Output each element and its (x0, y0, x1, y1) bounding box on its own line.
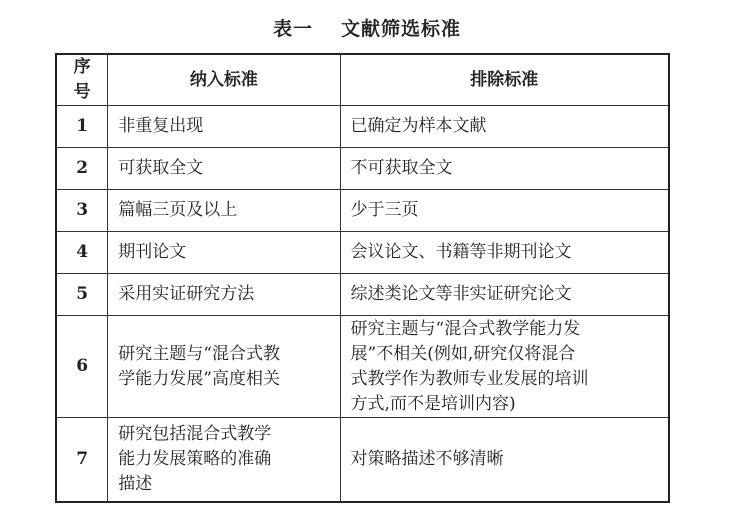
table-row (56, 190, 669, 232)
row-number: 1 (56, 106, 108, 148)
table-row (56, 316, 669, 418)
header-exclude: 排除标准 (340, 54, 669, 106)
table-number: 表一 (272, 18, 313, 40)
table-row (56, 106, 669, 148)
header-include: 纳入标准 (108, 54, 340, 106)
include-text-line: 篇幅三页及以上 (118, 200, 238, 220)
exclude-text-line: 不可获取全文 (350, 158, 453, 178)
row-number: 4 (56, 232, 108, 274)
include-criterion (108, 148, 340, 190)
exclude-criterion (340, 106, 669, 148)
exclude-text-line: 研究主题与“混合式教学能力发 (350, 318, 581, 339)
header-number: 序号 (56, 54, 108, 106)
exclude-criterion (340, 274, 669, 316)
include-criterion (108, 106, 340, 148)
exclude-criterion (340, 148, 669, 190)
table-caption (0, 14, 734, 41)
exclude-criterion (340, 418, 669, 502)
include-text-line: 学能力发展”高度相关 (118, 368, 280, 389)
include-text-line: 研究主题与“混合式教 (118, 343, 280, 364)
include-criterion (108, 316, 340, 418)
row-number: 5 (56, 274, 108, 316)
exclude-text-line: 少于三页 (350, 200, 419, 220)
header-row (56, 54, 669, 106)
exclude-criterion (340, 190, 669, 232)
exclude-text-line: 对策略描述不够清晰 (350, 448, 504, 469)
table-row (56, 232, 669, 274)
include-criterion (108, 418, 340, 502)
row-number: 7 (56, 418, 108, 502)
include-criterion (108, 232, 340, 274)
exclude-text-line: 展”不相关(例如,研究仅将混合 (350, 343, 576, 364)
include-text-line: 非重复出现 (118, 116, 204, 136)
row-number: 2 (56, 148, 108, 190)
exclude-criterion (340, 316, 669, 418)
include-criterion (108, 274, 340, 316)
include-text-line: 研究包括混合式教学 (118, 423, 272, 444)
include-text-line: 期刊论文 (118, 242, 187, 262)
exclude-text-line: 已确定为样本文献 (350, 116, 487, 136)
exclude-criterion (340, 232, 669, 274)
exclude-text-line: 综述类论文等非实证研究论文 (350, 284, 572, 304)
table-row (56, 418, 669, 502)
row-number: 6 (56, 316, 108, 418)
exclude-text-line: 方式,而不是培训内容) (350, 393, 516, 414)
include-text-line: 描述 (118, 473, 153, 494)
table-title: 文献筛选标准 (341, 18, 462, 40)
row-number: 3 (56, 190, 108, 232)
include-text-line: 能力发展策略的准确 (118, 448, 272, 469)
table-row (56, 274, 669, 316)
exclude-text-line: 式教学作为教师专业发展的培训 (350, 368, 589, 389)
criteria-table (55, 53, 670, 503)
include-text-line: 采用实证研究方法 (118, 284, 255, 304)
table-row (56, 148, 669, 190)
include-criterion (108, 190, 340, 232)
include-text-line: 可获取全文 (118, 158, 204, 178)
exclude-text-line: 会议论文、书籍等非期刊论文 (350, 242, 572, 262)
